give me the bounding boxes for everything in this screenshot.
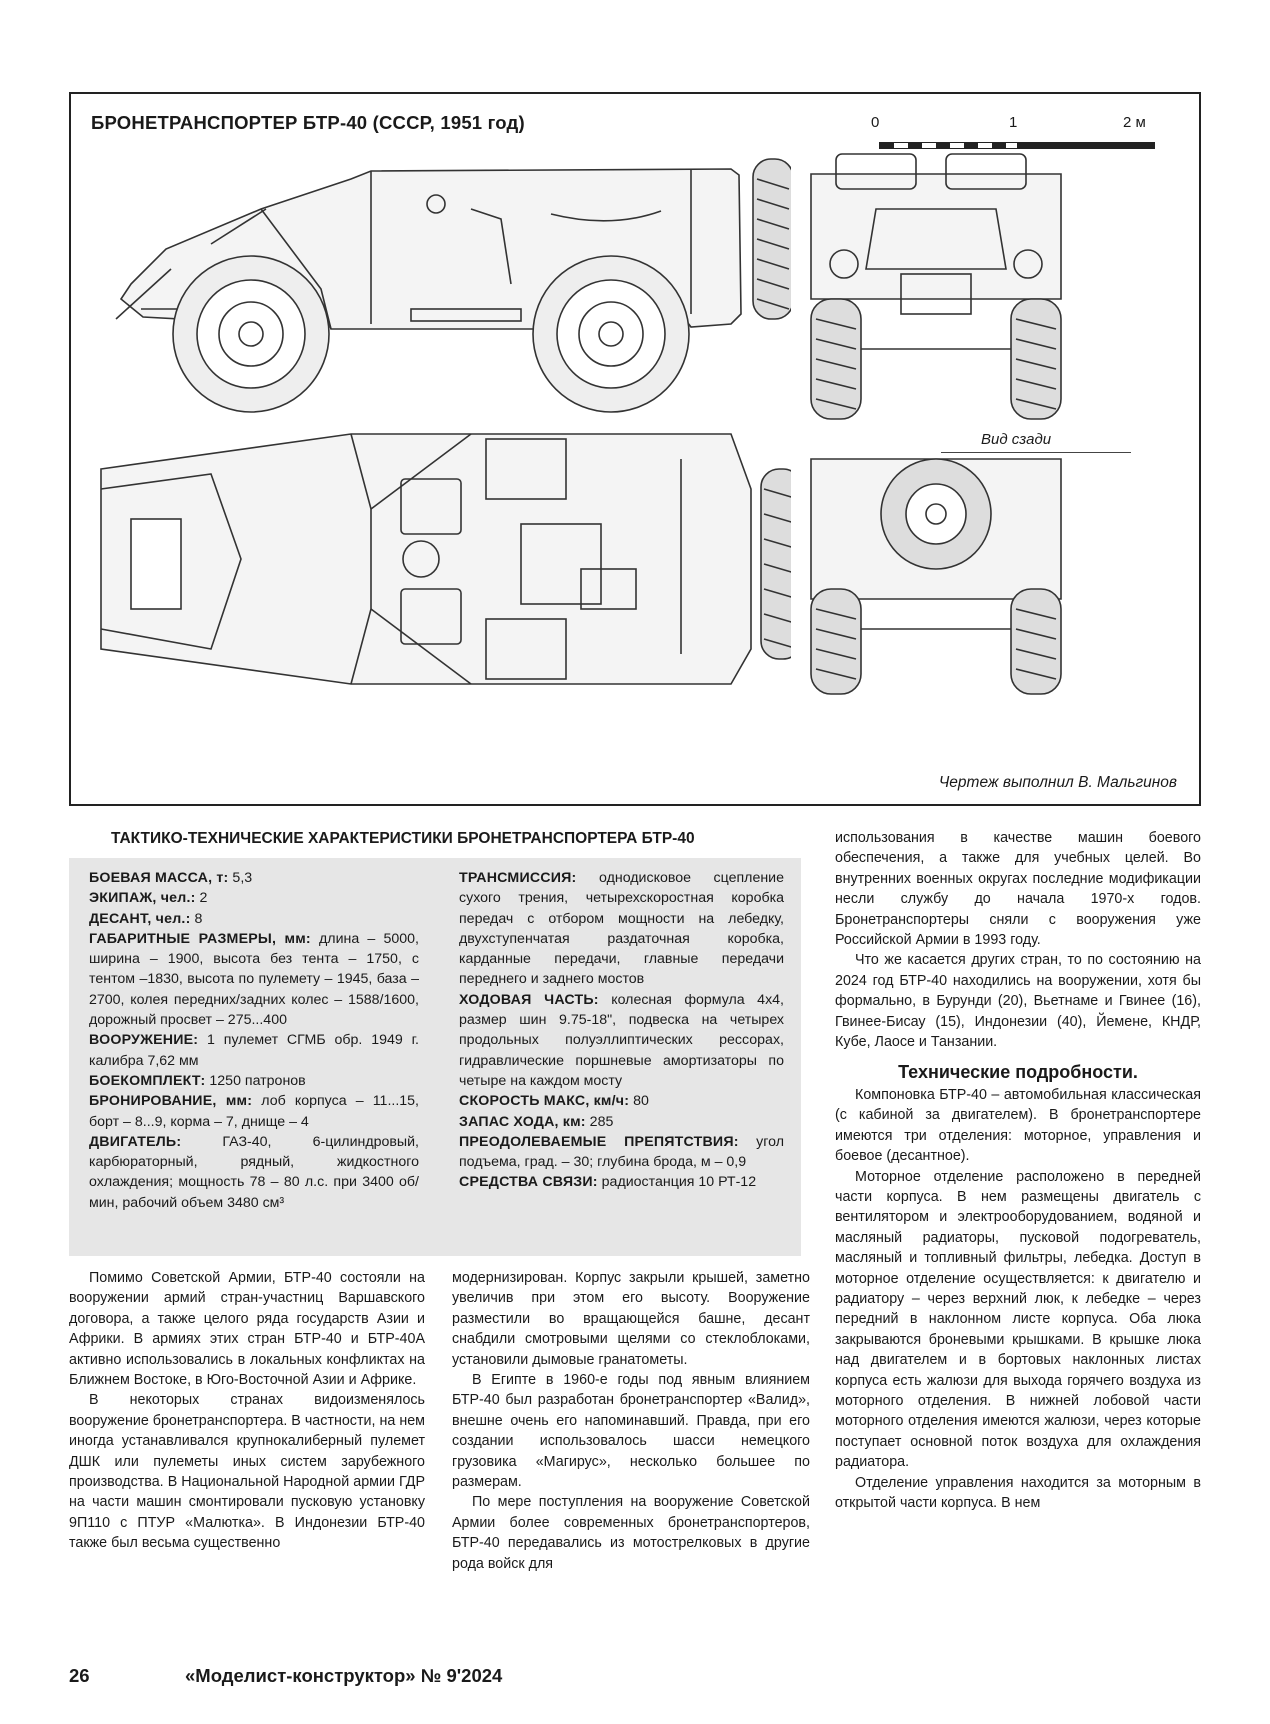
section-title: Технические подробности. <box>898 1062 1138 1083</box>
side-view-drawing <box>91 149 791 459</box>
article-paragraph: Моторное отделение расположено в передней части корпуса. В нем размещены двигатель с вентилятором и электрооборудованием, водяной и масляный радиаторы, пусковой подогреватель, масляный и топливный фильтры, лебедка. Доступ в моторное отделение осуществляется: к двигателю и радиатору – через верхний люк, к лебедке – через передний в наклонном листе корпуса. Оба люка закрываются броневыми крышками. В крышке люка над двигателем и в бортовых наклонных листах корпуса есть жалюзи для выхода горячего воздуха из моторного отделения. В нижней лобовой части моторного отделения имеются жалюзи, через которые поступает основной поток воздуха для охлаждения радиатора. <box>835 1168 1201 1471</box>
article-paragraph: Что же касается других стран, то по состоянию на 2024 год БТР-40 находились на вооружении, хотя бы формально, в Бурунди (20), Вьетнаме и Гвинее (16), Гвинее-Бисау (15), Индонезии (40), Йемене, КНДР, Кубе, Лаосе и Танзании. <box>835 952 1201 1051</box>
spec-item: ВООРУЖЕНИЕ: 1 пулемет СГМБ обр. 1949 г. калибра 7,62 мм <box>89 1032 419 1069</box>
article-paragraph: Компоновка БТР-40 – автомобильная классическая (с кабиной за двигателем). В бронетранспортере имеются три отделения: моторное, управления и боевое (десантное). <box>835 1086 1201 1165</box>
article-paragraph: модернизирован. Корпус закрыли крышей, заметно увеличив при этом его высоту. Вооружение разместили во вращающейся башне, десант снабдили смотровыми щелями со стеклоблоками, установили дымовые гранатометы. <box>452 1270 810 1368</box>
article-middle-column <box>452 1268 810 1574</box>
drawing-title: БРОНЕТРАНСПОРТЕР БТР-40 (СССР, 1951 год) <box>91 112 525 133</box>
specs-right-column <box>459 868 784 1193</box>
article-paragraph: В Египте в 1960-е годы под явным влиянием БТР-40 был разработан бронетранспортер «Валид», внешне очень его напоминавший. Правда, при его создании использовалось шасси немецкого грузовика «Магирус», несколько большее по размерам. <box>452 1372 810 1491</box>
spec-item: ДЕСАНТ, чел.: 8 <box>89 910 203 927</box>
spec-item: ТРАНСМИССИЯ: однодисковое сцепление сухого трения, четырехскоростная коробка передач с отбором мощности на лебедку, двухступенчатая раздаточная коробка, карданные передачи, главные передачи переднего и заднего мостов <box>459 870 784 988</box>
spec-item: ХОДОВАЯ ЧАСТЬ: колесная формула 4х4, размер шин 9.75-18", подвеска на четырех продольных полуэллиптических рессорах, гидравлические поршневые амортизаторы по четыре на каждом мосту <box>459 991 784 1089</box>
spec-item: БОЕВАЯ МАССА, т: 5,3 <box>89 870 253 886</box>
specs-left-column <box>89 868 419 1213</box>
article-paragraph: Помимо Советской Армии, БТР-40 состояли на вооружении армий стран-участниц Варшавского договора, а также целого ряда государств Азии и Африки. В армиях этих стран БТР-40 и БТР-40А активно использовались в локальных конфликтах на Ближнем Востоке, в Юго-Восточной Азии и Африке. <box>69 1270 425 1389</box>
scale-label-2: 2 м <box>1123 114 1146 131</box>
article-paragraph: использования в качестве машин боевого обеспечения, а также для учебных целей. Во внутренних военных округах последние модификации несли службу до начала 1970-х годов. Бронетранспортеры сняли с вооружения уже Российской Армии в 1993 году. <box>835 830 1201 949</box>
spec-item: ЭКИПАЖ, чел.: 2 <box>89 890 208 907</box>
article-paragraph: По мере поступления на вооружение Советской Армии более современных бронетранспортеров, БТР-40 передавались из мотострелковых в другие рода войск для <box>452 1494 810 1572</box>
caption-rear-view: Вид сзади <box>981 431 1052 448</box>
spec-item: БОЕКОМПЛЕКТ: 1250 патронов <box>89 1072 306 1089</box>
spec-item: БРОНИРОВАНИЕ, мм: лоб корпуса – 11...15, борт – 8...9, корма – 7, днище – 4 <box>89 1093 420 1130</box>
drawing-frame <box>69 92 1201 806</box>
spec-item: ЗАПАС ХОДА, км: 285 <box>459 1113 614 1130</box>
magazine-footer: «Моделист-конструктор» № 9'2024 <box>185 1665 503 1686</box>
specs-box <box>69 858 801 1256</box>
spec-item: СКОРОСТЬ МАКС, км/ч: 80 <box>459 1093 649 1110</box>
scale-label-1: 1 <box>1009 114 1018 131</box>
article-right-column <box>835 828 1201 1513</box>
page-number: 26 <box>69 1665 90 1686</box>
front-view-drawing <box>806 449 1066 699</box>
spec-item: СРЕДСТВА СВЯЗИ: радиостанция 10 РТ-12 <box>459 1174 757 1191</box>
scale-label-0: 0 <box>871 114 880 131</box>
specs-heading: ТАКТИКО-ТЕХНИЧЕСКИЕ ХАРАКТЕРИСТИКИ БРОНЕТРАНСПОРТЕРА БТР-40 <box>111 830 695 847</box>
caption-author: Чертеж выполнил В. Мальгинов <box>938 774 1177 791</box>
article-paragraph: В некоторых странах видоизменялось вооружение бронетранспортера. В частности, на нем иногда устанавливался крупнокалиберный пулемет ДШК или пулеметы иных систем зарубежного производства. В Национальной Народной армии ГДР на части машин смонтировали пусковую установку 9П110 с ПТУР «Малютка». В Индонезии БТР-40 также был весьма существенно <box>69 1392 425 1552</box>
spec-item: ДВИГАТЕЛЬ: ГАЗ-40, 6-цилиндровый, карбюраторный, рядный, жидкостного охлаждения; мощность 78 – 80 л.с. при 3400 об/мин, рабочий объем 3480 см³ <box>89 1133 419 1211</box>
scale-ruler <box>879 142 1155 149</box>
top-view-drawing <box>91 429 791 699</box>
scale-bar <box>871 114 1161 154</box>
spec-item: ГАБАРИТНЫЕ РАЗМЕРЫ, мм: длина – 5000, ширина – 1900, высота без тента – 1750, с тентом –1830, высота по пулемету – 1945, база – 2700, колея передних/задних колес – 1588/1600, дорожный просвет – 275...400 <box>89 930 420 1029</box>
rear-view-drawing <box>806 149 1066 424</box>
spec-item: ПРЕОДОЛЕВАЕМЫЕ ПРЕПЯТСТВИЯ: угол подъема, град. – 30; глубина брода, м – 0,9 <box>459 1133 784 1171</box>
article-paragraph: Отделение управления находится за моторным в открытой части корпуса. В нем <box>835 1474 1201 1511</box>
article-left-column <box>69 1268 425 1554</box>
